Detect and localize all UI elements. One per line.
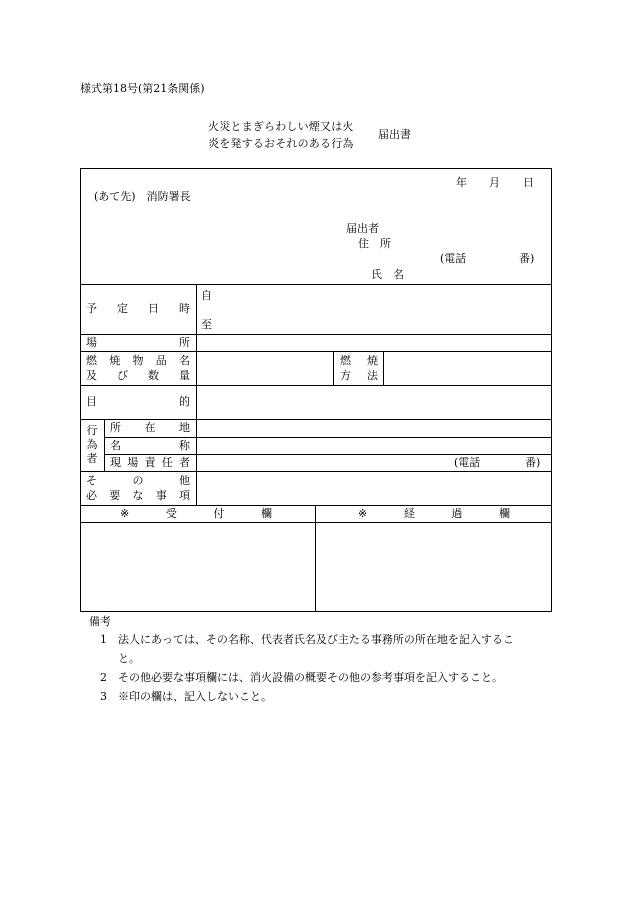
note-item-2: 2 その他必要な事項欄には、消火設備の概要その他の参考事項を記入すること。 (100, 671, 503, 684)
rule-purpose-bottom (80, 419, 552, 420)
rule-schedule-bottom (80, 334, 552, 335)
actor-name-label: 名 称 (110, 439, 190, 452)
date-day-label: 日 (523, 176, 534, 189)
schedule-label: 予 定 日 時 (86, 302, 190, 315)
rule-reception-divider (315, 505, 316, 612)
note-item-1: 1 法人にあっては、その名称、代表者氏名及び主たる事務所の所在地を記入するこ (100, 633, 514, 646)
date-month-label: 月 (489, 176, 500, 189)
rule-method-right (383, 351, 384, 385)
rule-method-left (333, 351, 334, 385)
schedule-from-label: 自 (201, 289, 212, 302)
actor-manager-label: 現 場 責 任 者 (110, 456, 190, 469)
form-title (208, 120, 354, 151)
other-items-label-line-2: 必 要 な 事 項 (86, 489, 190, 502)
rule-place-bottom (80, 351, 552, 352)
rule-actor-column (104, 419, 105, 471)
reception-column-label: ※ 受 付 欄 (120, 507, 272, 520)
rule-label-column (196, 284, 197, 505)
actor-address-label: 所 在 地 (110, 421, 190, 434)
rule-materials-bottom (80, 385, 552, 386)
date-year-label: 年 (456, 176, 467, 189)
place-label: 場 所 (86, 336, 190, 349)
method-label-line-1: 燃 焼 (340, 354, 378, 367)
rule-other-bottom (80, 505, 552, 506)
progress-column-label: ※ 経 過 欄 (358, 507, 510, 520)
note-item-3: 3 ※印の欄は、記入しないこと。 (100, 690, 272, 703)
rule-actor-bottom (80, 471, 552, 472)
method-label-line-2: 方 法 (340, 369, 378, 382)
schedule-to-label: 至 (201, 318, 212, 331)
materials-label-line-2: 及 び 数 量 (86, 369, 190, 382)
notifier-address-label: 住 所 (358, 237, 391, 250)
rule-actor-name-bottom (104, 454, 552, 455)
other-items-label-line-1: そ の 他 (86, 474, 190, 487)
notifier-name-label: 氏 名 (371, 268, 404, 281)
materials-label-line-1: 燃 焼 物 品 名 (86, 354, 190, 367)
actor-label: 行 為 者 (86, 424, 98, 465)
form-number-label: 様式第18号(第21条関係) (80, 82, 205, 95)
actor-phone-close: 番) (525, 456, 541, 469)
rule-actor-address-bottom (104, 437, 552, 438)
note-item-1-continuation: と。 (118, 652, 140, 665)
form-title-suffix: 届出書 (378, 128, 411, 141)
form-table (80, 168, 552, 612)
notifier-label: 届出者 (346, 222, 379, 235)
addressee-label: (あて先) 消防署長 (94, 190, 191, 203)
notifier-phone-close: 番) (519, 252, 535, 265)
form-title-line-2: 炎を発するおそれのある行為 (208, 136, 354, 150)
purpose-label: 目 的 (86, 395, 190, 408)
rule-header-bottom (80, 284, 552, 285)
rule-reception-header-bottom (80, 522, 552, 523)
notes-heading: 備考 (89, 615, 111, 628)
form-title-line-1: 火災とまぎらわしい煙又は火 (208, 120, 354, 133)
notifier-phone-open: (電話 (440, 252, 467, 265)
actor-phone-open: (電話 (454, 456, 481, 469)
